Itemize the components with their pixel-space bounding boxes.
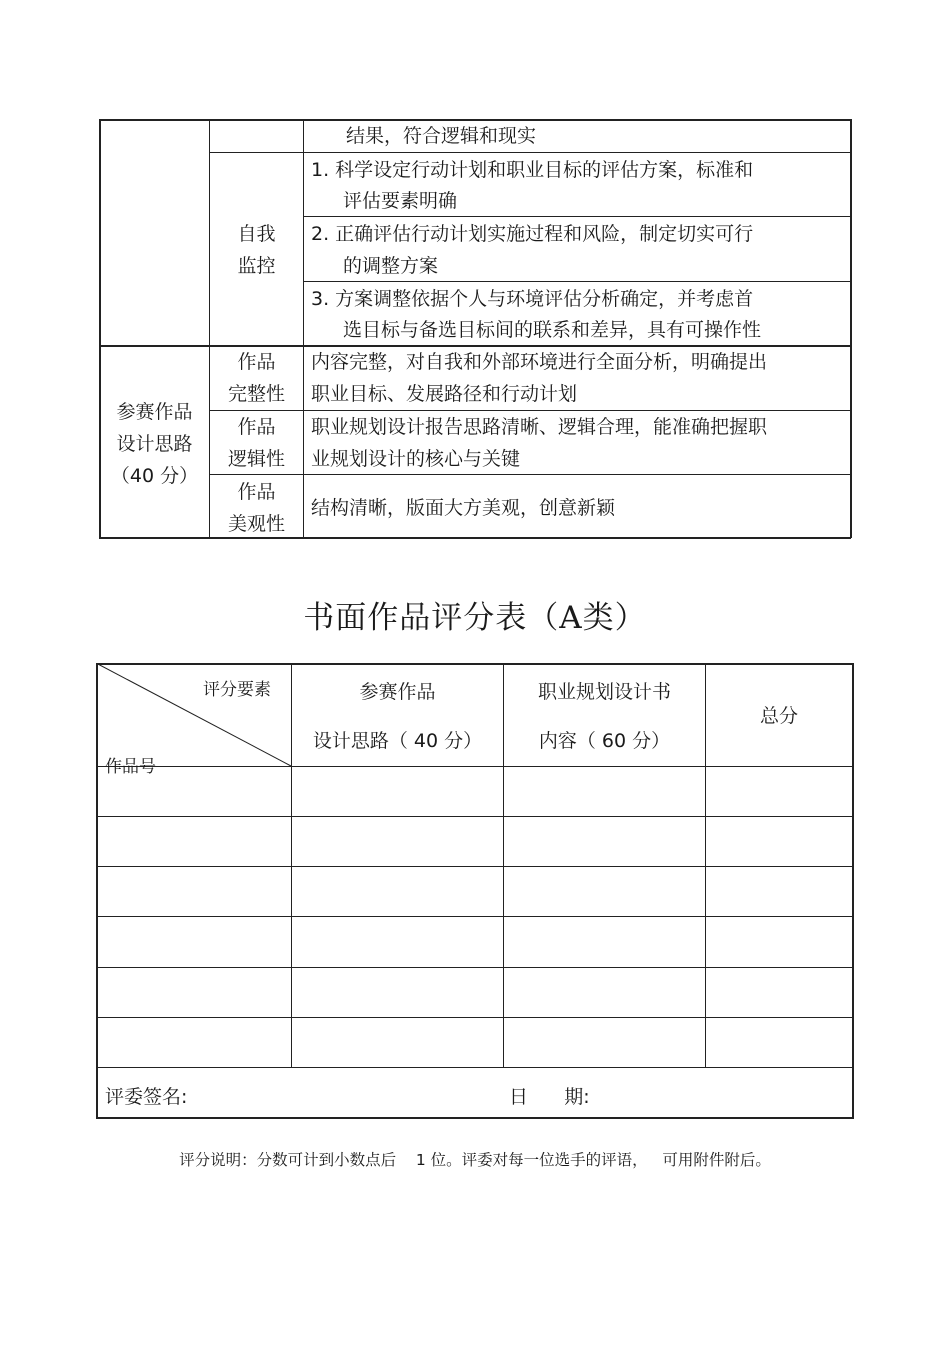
total-score-cell[interactable] [706, 1018, 852, 1067]
sub-label: 完整性 [227, 383, 285, 405]
col-header-content-2: 内容（ 60 分） [538, 730, 671, 752]
entry-number-cell[interactable] [97, 817, 291, 866]
sub-label: 逻辑性 [227, 448, 285, 470]
design-score-cell[interactable] [292, 817, 503, 866]
result-text: 结果，符合逻辑和现实 [346, 125, 537, 147]
col-header-content-1: 职业规划设计书 [537, 681, 671, 703]
total-score-cell[interactable] [706, 867, 852, 916]
sub-desc: 结构清晰，版面大方美观，创意新颖 [311, 497, 616, 519]
monitor-item-1-line2: 评估要素明确 [343, 190, 458, 212]
monitor-item-2-line1: 2. 正确评估行动计划实施过程和风险，制定切实可行 [311, 223, 754, 245]
content-score-cell[interactable] [504, 767, 705, 816]
monitor-item-1-line1: 1. 科学设定行动计划和职业目标的评估方案，标准和 [311, 159, 754, 181]
total-score-cell[interactable] [706, 767, 852, 816]
score-border-right [852, 663, 854, 1119]
scoring-note: 评分说明：分数可计到小数点后 1 位。评委对每一位选手的评语， 可用附件附后。 [179, 1151, 771, 1169]
sub-label: 美观性 [227, 513, 285, 535]
col-divider-2 [303, 119, 304, 538]
content-score-cell[interactable] [504, 917, 705, 967]
entry-design-label-3: （40 分） [110, 465, 199, 487]
date-field[interactable] [600, 1070, 848, 1114]
design-score-cell[interactable] [292, 968, 503, 1017]
sub-desc: 业规划设计的核心与关键 [311, 448, 521, 470]
row-divider [209, 152, 851, 153]
entry-number-cell[interactable] [97, 767, 291, 816]
sub-label: 作品 [237, 481, 276, 503]
entry-number-cell[interactable] [97, 867, 291, 916]
design-score-cell[interactable] [292, 867, 503, 916]
content-score-cell[interactable] [504, 968, 705, 1017]
corner-label-top: 评分要素 [203, 680, 271, 700]
total-score-cell[interactable] [706, 917, 852, 967]
sub-desc: 职业目标、发展路径和行动计划 [311, 383, 578, 405]
content-score-cell[interactable] [504, 1018, 705, 1067]
design-score-cell[interactable] [292, 1018, 503, 1067]
entry-number-cell[interactable] [97, 917, 291, 967]
entry-number-cell[interactable] [97, 1018, 291, 1067]
sub-label: 作品 [237, 416, 276, 438]
entry-number-cell[interactable] [97, 968, 291, 1017]
design-score-cell[interactable] [292, 917, 503, 967]
score-row-divider [96, 1067, 853, 1068]
table-border-right [850, 119, 852, 538]
sub-desc: 职业规划设计报告思路清晰、逻辑合理，能准确把握职 [311, 416, 768, 438]
total-score-cell[interactable] [706, 817, 852, 866]
corner-label-bottom: 作品号 [105, 757, 156, 777]
col-header-design-1: 参赛作品 [359, 681, 436, 703]
sub-label: 作品 [237, 351, 276, 373]
monitor-item-3-line2: 选目标与备选目标间的联系和差异，具有可操作性 [343, 319, 762, 341]
col-header-design-2: 设计思路（ 40 分） [312, 730, 483, 752]
sub-desc: 内容完整，对自我和外部环境进行全面分析，明确提出 [311, 351, 768, 373]
row-divider [209, 474, 851, 475]
design-score-cell[interactable] [292, 767, 503, 816]
judge-signature-field[interactable] [200, 1070, 490, 1114]
entry-design-label-1: 参赛作品 [116, 401, 193, 423]
self-monitor-label-1: 自我 [237, 223, 276, 245]
date-label: 日 期: [509, 1086, 590, 1108]
content-score-cell[interactable] [504, 817, 705, 866]
self-monitor-label-2: 监控 [237, 255, 276, 277]
col-header-total: 总分 [759, 705, 798, 727]
content-score-cell[interactable] [504, 867, 705, 916]
entry-design-label-2: 设计思路 [116, 433, 193, 455]
total-score-cell[interactable] [706, 968, 852, 1017]
page-title: 书面作品评分表（A类） [303, 600, 647, 636]
monitor-item-2-line2: 的调整方案 [343, 255, 439, 277]
judge-signature-label: 评委签名: [105, 1086, 188, 1108]
monitor-item-3-line1: 3. 方案调整依据个人与环境评估分析确定，并考虑首 [311, 288, 754, 310]
score-border-bottom [96, 1117, 853, 1119]
